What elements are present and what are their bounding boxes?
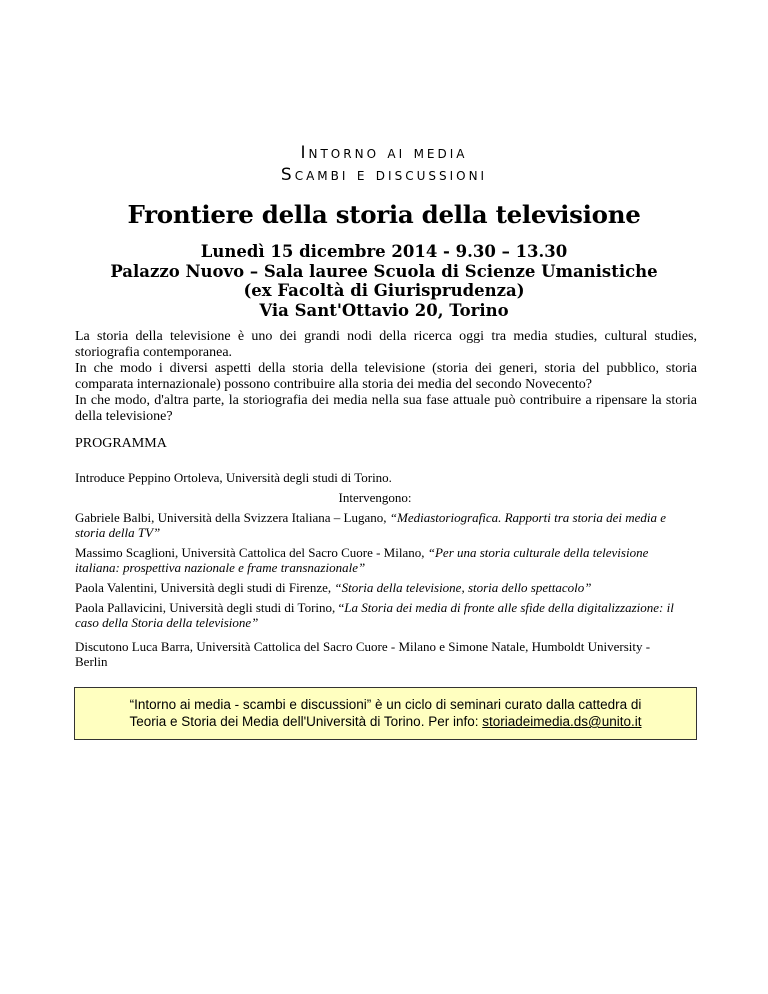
speaker-talk-title: “Mediastoriografica. Rapporti tra storia dei media e storia della TV” xyxy=(75,510,667,540)
series-title-line-1: Intorno ai media xyxy=(300,143,468,163)
event-date-time: Lunedì 15 dicembre 2014 - 9.30 – 13.30 xyxy=(200,242,568,261)
event-venue: Palazzo Nuovo – Sala lauree Scuola di Scienze Umanistiche xyxy=(110,261,658,281)
program-discutono: Discutono Luca Barra, Università Cattolica del Sacro Cuore - Milano e Simone Natale, Humboldt University - Berlin xyxy=(75,639,651,669)
speaker-name: Paola Valentini, Università degli studi di Firenze, xyxy=(75,580,335,595)
program-intervengono: Intervengono: xyxy=(338,490,412,505)
speaker-item xyxy=(75,600,675,630)
series-title-line-2: Scambi e discussioni xyxy=(280,165,488,185)
intro-paragraph-2: In che modo i diversi aspetti della storia della televisione (storia dei generi, storia del pubblico, storia comparata internazionale) possono contribuire alla storia dei media del secondo Novecento? xyxy=(75,361,697,392)
speaker-item xyxy=(75,580,675,595)
info-box xyxy=(74,687,697,740)
event-venue-note: (ex Facoltà di Giurisprudenza) xyxy=(243,281,525,300)
info-box-line-2-text: Teoria e Storia dei Media dell'Università di Torino. Per info: xyxy=(129,714,483,729)
event-address: Via Sant'Ottavio 20, Torino xyxy=(259,300,509,320)
speaker-talk-title: “Per una storia culturale della televisione italiana: prospettiva nazionale e frame transnazionale” xyxy=(75,545,649,575)
info-box-line-2 xyxy=(75,713,696,730)
speaker-name: Massimo Scaglioni, Università Cattolica del Sacro Cuore - Milano, xyxy=(75,545,428,560)
intro-paragraph-1: La storia della televisione è uno dei grandi nodi della ricerca oggi tra media studies, cultural studies, storiografia contemporanea. xyxy=(75,329,697,360)
series-title xyxy=(0,142,768,186)
speaker-item xyxy=(75,510,675,540)
intro-paragraph-3: In che modo, d'altra parte, la storiografia dei media nella sua fase attuale può contribuire a ripensare la storia della televisione? xyxy=(75,393,697,424)
intro-text xyxy=(75,329,697,425)
speaker-talk-title: “Storia della televisione, storia dello spettacolo” xyxy=(334,580,592,595)
event-info xyxy=(0,242,768,320)
speaker-name: Gabriele Balbi, Università della Svizzera Italiana – Lugano, xyxy=(75,510,390,525)
program-introduce: Introduce Peppino Ortoleva, Università degli studi di Torino. xyxy=(75,470,392,485)
speaker-talk-title: La Storia dei media di fronte alle sfide della digitalizzazione: il caso della Storia della televisione” xyxy=(75,600,674,630)
info-box-line-1: “Intorno ai media - scambi e discussioni” è un ciclo di seminari curato dalla cattedra di xyxy=(129,697,642,712)
programma-heading: PROGRAMMA xyxy=(75,436,167,451)
speaker-name: Paola Pallavicini, Università degli studi di Torino, “ xyxy=(75,600,345,615)
program-list xyxy=(75,470,675,674)
contact-email-link[interactable]: storiadeimedia.ds@unito.it xyxy=(482,714,642,729)
page-title: Frontiere della storia della televisione xyxy=(127,200,641,229)
speaker-item xyxy=(75,545,675,575)
